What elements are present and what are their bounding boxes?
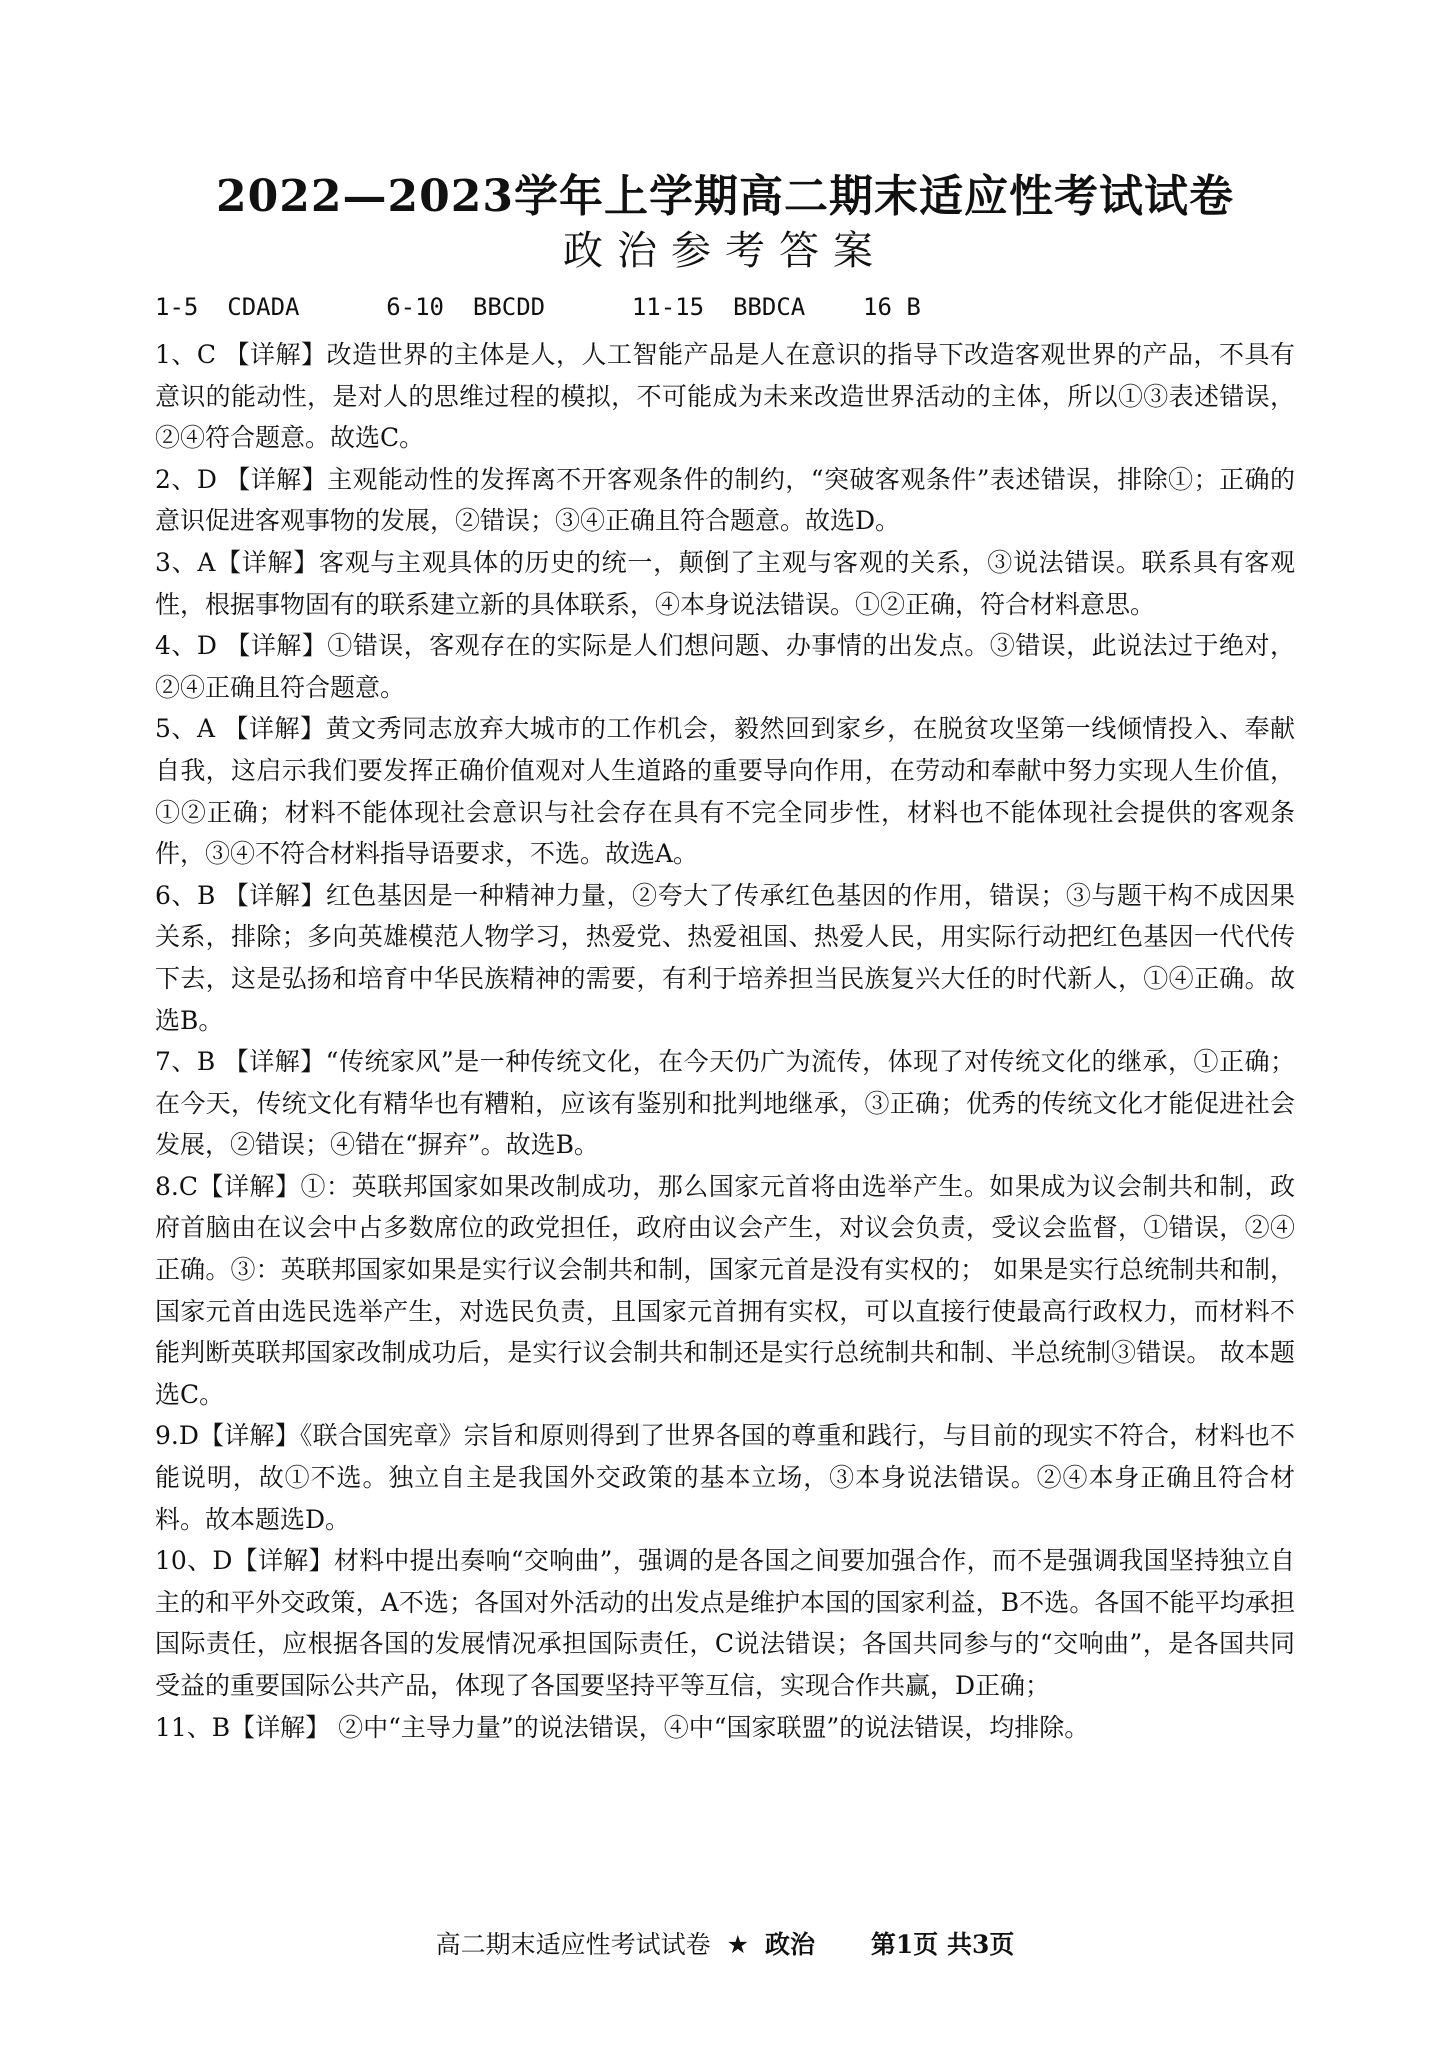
answer-key-line: 1-5 CDADA 6-10 BBCDD 11-15 BBDCA 16 B — [155, 293, 921, 321]
explanation-item-9: 9.D【详解】《联合国宪章》宗旨和原则得到了世界各国的尊重和践行，与目前的现实不符合，材料也不能说明，故①不选。独立自主是我国外交政策的基本立场，③本身说法错误。②④本身正确且符合材料。故本题选D。 — [155, 1421, 1295, 1534]
footer-page-number: 第1页 共3页 — [870, 1930, 1015, 1959]
explanation-item-4: 4、D 【详解】①错误，客观存在的实际是人们想问题、办事情的出发点。③错误，此说法过于绝对，②④正确且符合题意。 — [155, 631, 1295, 702]
explanation-item-7: 7、B 【详解】“传统家风”是一种传统文化，在今天仍广为流传，体现了对传统文化的继承，①正确；在今天，传统文化有精华也有糟粕，应该有鉴别和批判地继承，③正确；优秀的传统文化才能促进社会发展，②错误；④错在“摒弃”。故选B。 — [155, 1047, 1295, 1160]
explanation-item-11: 11、B【详解】 ②中“主导力量”的说法错误，④中“国家联盟”的说法错误，均排除。 — [155, 1712, 1090, 1742]
explanation-item-6: 6、B 【详解】红色基因是一种精神力量，②夸大了传承红色基因的作用，错误；③与题干构不成因果关系，排除；多向英雄模范人物学习，热爱党、热爱祖国、热爱人民，用实际行动把红色基因一代代传下去，这是弘扬和培育中华民族精神的需要，有利于培养担当民族复兴大任的时代新人，①④正确。故选B。 — [155, 880, 1295, 1035]
page-subtitle: 政治参考答案 — [563, 228, 887, 274]
explanation-item-1: 1、C 【详解】改造世界的主体是人，人工智能产品是人在意识的指导下改造客观世界的产品，不具有意识的能动性，是对人的思维过程的模拟，不可能成为未来改造世界活动的主体，所以①③表述错误，②④符合题意。故选C。 — [155, 340, 1295, 453]
star-icon: ★ — [726, 1930, 749, 1959]
explanation-item-8: 8.C【详解】①：英联邦国家如果改制成功，那么国家元首将由选举产生。如果成为议会制共和制，政府首脑由在议会中占多数席位的政党担任，政府由议会产生，对议会负责，受议会监督，①错误，②④正确。③：英联邦国家如果是实行议会制共和制，国家元首是没有实权的； 如果是实行总统制共和制，国家元首由选民选举产生，对选民负责，且国家元首拥有实权，可以直接行使最高行政权力，而材料不能判断英联邦国家改制成功后，是实行议会制共和制还是实行总统制共和制、半总统制③错误。 故本题选C。 — [155, 1171, 1295, 1409]
explanation-list — [155, 334, 1295, 1912]
page-title: 2022—2023学年上学期高二期末适应性考试试卷 — [216, 171, 1234, 222]
explanation-item-10: 10、D【详解】材料中提出奏响“交响曲”，强调的是各国之间要加强合作，而不是强调我国坚持独立自主的和平外交政策，A不选；各国对外活动的出发点是维护本国的国家利益，B不选。各国不能平均承担国际责任，应根据各国的发展情况承担国际责任，C说法错误；各国共同参与的“交响曲”，是各国共同受益的重要国际公共产品，体现了各国要坚持平等互信，实现合作共赢，D正确； — [155, 1546, 1295, 1700]
explanation-item-5: 5、A 【详解】黄文秀同志放弃大城市的工作机会，毅然回到家乡，在脱贫攻坚第一线倾情投入、奉献自我，这启示我们要发挥正确价值观对人生道路的重要导向作用，在劳动和奉献中努力实现人生价值，①②正确；材料不能体现社会意识与社会存在具有不完全同步性，材料也不能体现社会提供的客观条件，③④不符合材料指导语要求，不选。故选A。 — [155, 714, 1295, 869]
footer-subject: 政治 — [764, 1930, 815, 1959]
page-footer — [0, 1928, 1450, 1962]
explanation-item-2: 2、D 【详解】主观能动性的发挥离不开客观条件的制约，“突破客观条件”表述错误，排除①；正确的意识促进客观事物的发展，②错误；③④正确且符合题意。故选D。 — [155, 464, 1295, 536]
footer-exam-name: 高二期末适应性考试试卷 — [435, 1930, 711, 1959]
explanation-item-3: 3、A【详解】客观与主观具体的历史的统一，颠倒了主观与客观的关系，③说法错误。联系具有客观性，根据事物固有的联系建立新的具体联系，④本身说法错误。①②正确，符合材料意思。 — [155, 547, 1295, 619]
